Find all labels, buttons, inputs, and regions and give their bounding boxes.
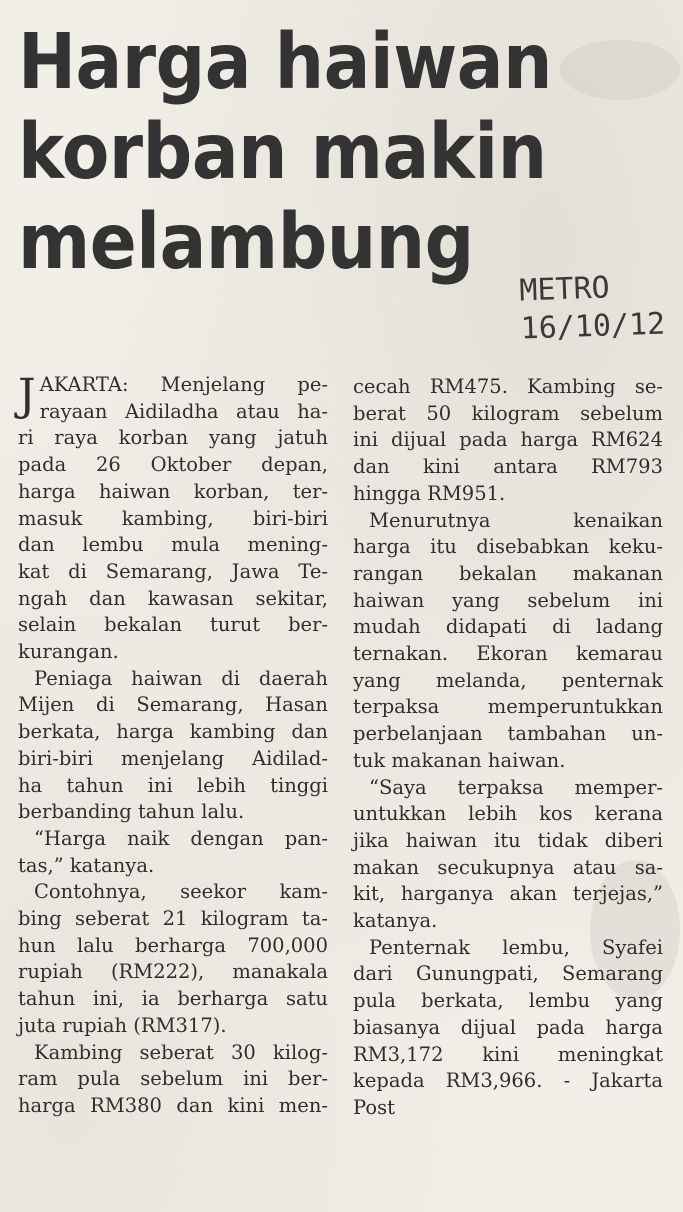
article-text-line: Mijen di Semarang, Hasan	[18, 693, 328, 717]
article-text-line: masuk kambing, biri-biri	[18, 506, 328, 530]
article-text-line: katanya.	[353, 909, 438, 933]
article-text-line: tuk makanan haiwan.	[353, 748, 566, 772]
article-text-line: jika haiwan itu tidak diberi	[353, 828, 663, 852]
article-text-line: bing seberat 21 kilogram ta-	[18, 907, 328, 931]
article-text-line: tas,” katanya.	[18, 853, 155, 877]
article-text-line: biri-biri menjelang Aidilad-	[18, 746, 328, 770]
paper-stain	[560, 40, 680, 100]
article-text-line: berkata, harga kambing dan	[18, 720, 328, 744]
article-text-line: rayaan Aidiladha atau ha-	[39, 399, 328, 423]
article-text-line: biasanya dijual pada harga	[353, 1015, 663, 1039]
article-text-line: makan secukupnya atau sa-	[353, 855, 663, 879]
article-text-line: cecah RM475. Kambing se-	[353, 375, 663, 398]
article-text-line: Penternak lembu, Syafei	[369, 935, 663, 959]
handwritten-source-note	[519, 268, 666, 349]
article-text-line: perbelanjaan tambahan un-	[353, 722, 663, 746]
article-text-line: RM3,172 kini meningkat	[353, 1042, 663, 1066]
article-text-line: hun lalu berharga 700,000	[18, 933, 328, 957]
article-text-line: berbanding tahun lalu.	[18, 800, 245, 824]
article-text-line: terpaksa memperuntukkan	[353, 695, 663, 719]
article-text-line: mudah didapati di ladang	[353, 615, 663, 639]
article-text-line: rupiah (RM222), manakala	[18, 960, 328, 984]
article-column-right	[353, 374, 663, 1122]
drop-cap: J	[18, 370, 36, 421]
handwritten-publication: METRO	[518, 270, 611, 309]
article-text-line: ternakan. Ekoran kemarau	[353, 642, 663, 666]
article-text-line: Kambing seberat 30 kilog-	[34, 1040, 328, 1064]
article-text-line: kat di Semarang, Jawa Te-	[18, 559, 328, 583]
article-text-line: pada 26 Oktober depan,	[18, 453, 328, 477]
article-text-line: harga RM380 dan kini men-	[18, 1093, 328, 1117]
article-text-line: dari Gunungpati, Semarang	[353, 962, 663, 986]
article-text-line: harga haiwan korban, ter-	[18, 479, 328, 503]
article-text-line: kurangan.	[18, 640, 119, 664]
article-text-line: AKARTA: Menjelang pe-	[39, 373, 328, 396]
article-text-line: ngah dan kawasan sekitar,	[18, 586, 328, 610]
article-text-line: ri raya korban yang jatuh	[18, 426, 328, 450]
article-text-line: selain bekalan turut ber-	[18, 613, 328, 637]
article-text-line: Peniaga haiwan di daerah	[34, 666, 328, 690]
article-text-line: dan kini antara RM793	[353, 455, 663, 479]
article-text-line: Contohnya, seekor kam-	[34, 880, 328, 904]
article-column-left	[18, 372, 328, 1120]
article-text-line: rangan bekalan makanan	[353, 561, 663, 585]
article-text-line: juta rupiah (RM317).	[18, 1013, 227, 1037]
article-text-line: dan lembu mula mening-	[18, 533, 328, 557]
headline-line: Harga haiwan	[18, 18, 553, 107]
article-text-line: berat 50 kilogram sebelum	[353, 401, 663, 425]
article-text-line: harga itu disebabkan keku-	[353, 535, 663, 559]
article-text-line: ini dijual pada harga RM624	[353, 428, 663, 452]
article-text-line: untukkan lebih kos kerana	[353, 802, 663, 826]
article-text-line: Post	[353, 1095, 395, 1119]
article-text-line: “Harga naik dengan pan-	[34, 826, 328, 850]
article-text-line: ha tahun ini lebih tinggi	[18, 773, 328, 797]
handwritten-date: 16/10/12	[520, 306, 666, 347]
article-text-line: yang melanda, penternak	[353, 668, 663, 692]
headline-line: korban makin	[18, 108, 547, 197]
article-text-line: ram pula sebelum ini ber-	[18, 1067, 328, 1091]
headline	[18, 18, 558, 288]
article-text-line: kit, harganya akan terjejas,”	[353, 882, 663, 906]
article-text-line: tahun ini, ia berharga satu	[18, 987, 328, 1011]
article-text-line: Menurutnya kenaikan	[369, 508, 663, 532]
article-text-line: pula berkata, lembu yang	[353, 989, 663, 1013]
article-text-line: hingga RM951.	[353, 481, 506, 505]
article-text-line: kepada RM3,966. - Jakarta	[353, 1069, 663, 1093]
article-text-line: “Saya terpaksa memper-	[369, 775, 663, 799]
headline-line: melambung	[18, 198, 474, 287]
article-text-line: haiwan yang sebelum ini	[353, 588, 663, 612]
